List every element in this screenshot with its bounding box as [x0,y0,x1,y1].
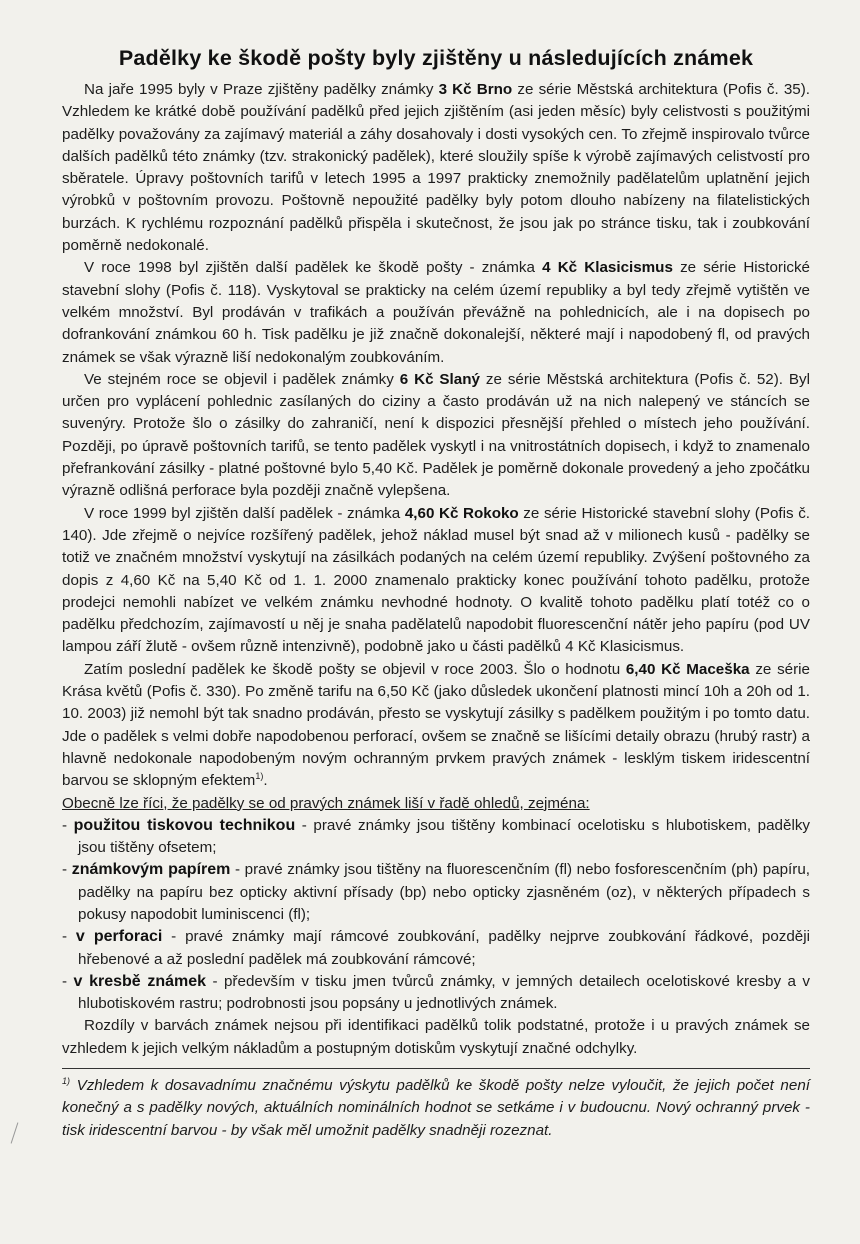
stamp-name-maceska: 6,40 Kč Maceška [625,660,750,678]
paragraph-slany [62,369,810,503]
text: ze série Městská architektura (Pofis č. 35). Vzhledem ke krátké době používání padělků před jejich zjištěním (asi jeden měsíc) byly celistvosti s použitými padělky považovány za zajímavý materiál a záhy dosahovaly i dosti vysokých cen. To zřejmě inspirovalo tvůrce dalších padělků této známky (tzv. strakonický padělek), které sloužily spíše k výrobě zajímavých celistvostí pro sběratele. Úpravy poštovních tarifů v letech 1995 a 1997 prakticky znemožnily padělatelům uplatnění jejich výrobků v poštovním provozu. Poštovně nepoužité padělky byly potom dlouho nabízeny na filatelistických burzách. K rychlému rozpoznání padělků přispěla i skutečnost, že jsou jak po stránce tisku, tak i zoubkování poměrně nedokonalé. [62,81,810,255]
footnote-text: Vzhledem k dosavadnímu značnému výskytu padělků ke škodě pošty nelze vyloučit, že jejich počet není konečný a s padělky nových, aktuálních nominálních hodnot se setkáme i v budoucnu. Nový ochranný prvek - tisk iridescentní barvou - by však měl umožnit padělky snadněji rozeznat. [62,1077,810,1139]
paragraph-klasicismus [62,257,810,368]
list-dash: - [62,928,76,946]
stamp-name-klasicismus: 4 Kč Klasicismus [542,259,673,277]
list-item-heading: v kresbě známek [73,972,207,990]
text: Na jaře 1995 byly v Praze zjištěny padělky známky [84,81,439,98]
list-item-heading: v perforaci [75,928,163,946]
list-item [62,926,810,971]
text: ze série Krása květů (Pofis č. 330). Po změně tarifu na 6,50 Kč (jako důsledek ukončení platnosti mincí 10h a 20h od 1. 10. 2003) již nemohl být tak snadno prodáván, přesto se vyskytují zásilky s padělkem použitým i po tomto datu. Jde o padělek s velmi dobře napodobenou perforací, ovšem se značně se lišícími detaily obrazu (hrubý rastr) a hlavně nedokonale napodobeným novým ochranným prvkem pravých známek - lesklým tiskem iridescentní barvou se sklopným efektem [62,660,810,790]
text: ze série Historické stavební slohy (Pofis č. 140). Jde zřejmě o nejvíce rozšířený padělek, jehož náklad musel být snad až v milionech kusů - padělky se totiž ve značném množství vyskytují na zásilkách podaných na celém území republiky. Zvýšení poštovného za dopis z 4,60 Kč na 5,40 Kč od 1. 1. 2000 znamenalo prakticky konec používání tohoto padělku, protože prodejci nemohli nabízet ve velkém známku nevhodné hodnoty. O kvalitě tohoto padělku platí totéž co o padělku předchozím, zajímavostí u něj je snaha padělatelů napodobit fluorescenční nátěr jeho papíru (pod UV lampou září žlutě - ovšem různě intenzivně), podobně jako u části padělků 4 Kč Klasicismus. [62,504,811,656]
footnote-marker: 1) [62,1076,71,1086]
list-dash: - [62,861,72,879]
footnote-ref: 1) [255,771,264,782]
section-title: Obecně lze říci, že padělky se od pravých známek liší v řadě ohledů, zejména: [62,794,590,812]
paragraph-colors: Rozdíly v barvách známek nejsou při identifikaci padělků tolik podstatné, protože i u pravých známek se vzhledem k jejich velkým nákladům a postupným dotiskům vyskytují značné odchylky. [62,1017,810,1057]
list-item-heading: známkovým papírem [71,861,231,879]
paragraph-maceska [62,659,810,793]
list-item-heading: použitou tiskovou technikou [73,816,296,834]
list-dash: - [62,816,74,834]
text: ze série Městská architektura (Pofis č. 52). Byl určen pro vyplácení pohlednic zasílaných do ciziny a často prodáván už na nich nalepený ve stáncích se suvenýry. Protože šlo o zásilky do zahraničí, není k dispozici přesnější přehled o místech jeho používání. Později, po úpravě poštovních tarifů, se tento padělek vyskytl i na vnitrostátních dopisech, i když to znamenalo přefrankování zásilky - platné poštovné bylo 5,40 Kč. Padělek je poměrně dokonale provedený a jeho zpočátku výrazně odlišná perforace byla později značně vylepšena. [62,370,810,500]
list-item-text: - především v tisku jmen tvůrců známky, v jemných detailech ocelotiskové kresby a v hlubotiskovém rastru; podrobnosti jsou popsány u jednotlivých známek. [78,972,811,1013]
stamp-name-rokoko: 4,60 Kč Rokoko [404,504,519,522]
list-item-text: - pravé známky jsou tištěny kombinací ocelotisku s hlubotiskem, padělky jsou tištěny ofsetem; [78,816,811,857]
differences-list [62,815,810,1016]
paragraph-rokoko [62,503,810,659]
list-item-text: - pravé známky jsou tištěny na fluorescenčním (fl) nebo fosforescenčním (ph) papíru, padělky na papíru bez opticky aktivní přísady (bp) nebo opticky zjasněném (oz), v některých případech s pokusy napodobit luminiscenci (fl); [78,861,811,923]
page-title: Padělky ke škodě pošty byly zjištěny u následujících známek [118,46,754,70]
stamp-name-brno: 3 Kč Brno [438,81,513,98]
text: V roce 1998 byl zjištěn další padělek ke škodě pošty - známka [84,259,543,277]
list-dash: - [62,972,74,990]
text: V roce 1999 byl zjištěn další padělek - známka [84,504,405,522]
text: Zatím poslední padělek ke škodě pošty se objevil v roce 2003. Šlo o hodnotu [84,660,626,678]
stamp-name-slany: 6 Kč Slaný [399,370,480,388]
text: . [263,772,268,790]
article-body [62,79,810,1060]
paragraph-brno [62,79,810,257]
list-item-text: - pravé známky mají rámcové zoubkování, padělky nejprve zoubkování řádkové, později hřebenové a až poslední padělek má zoubkování rámcové; [78,928,811,968]
text: ze série Historické stavební slohy (Pofis č. 118). Vyskytoval se prakticky na celém území republiky a byl tedy zřejmě vytištěn ve velkém množství. Byl prodáván v trafikách a používán převážně na pohlednicích, ale i na dopisech po dofrankování známkou 60 h. Tisk padělku je již značně dokonalejší, některé mají i napodobený fl, od pravých známek se však výrazně liší nedokonalým zoubkováním. [62,259,810,366]
footnote-divider [62,1068,810,1069]
list-item [62,815,810,860]
footnote [62,1075,810,1142]
list-item [62,859,810,926]
margin-mark [11,1122,19,1143]
text: Ve stejném roce se objevil i padělek známky [84,370,400,388]
list-item [62,971,810,1016]
